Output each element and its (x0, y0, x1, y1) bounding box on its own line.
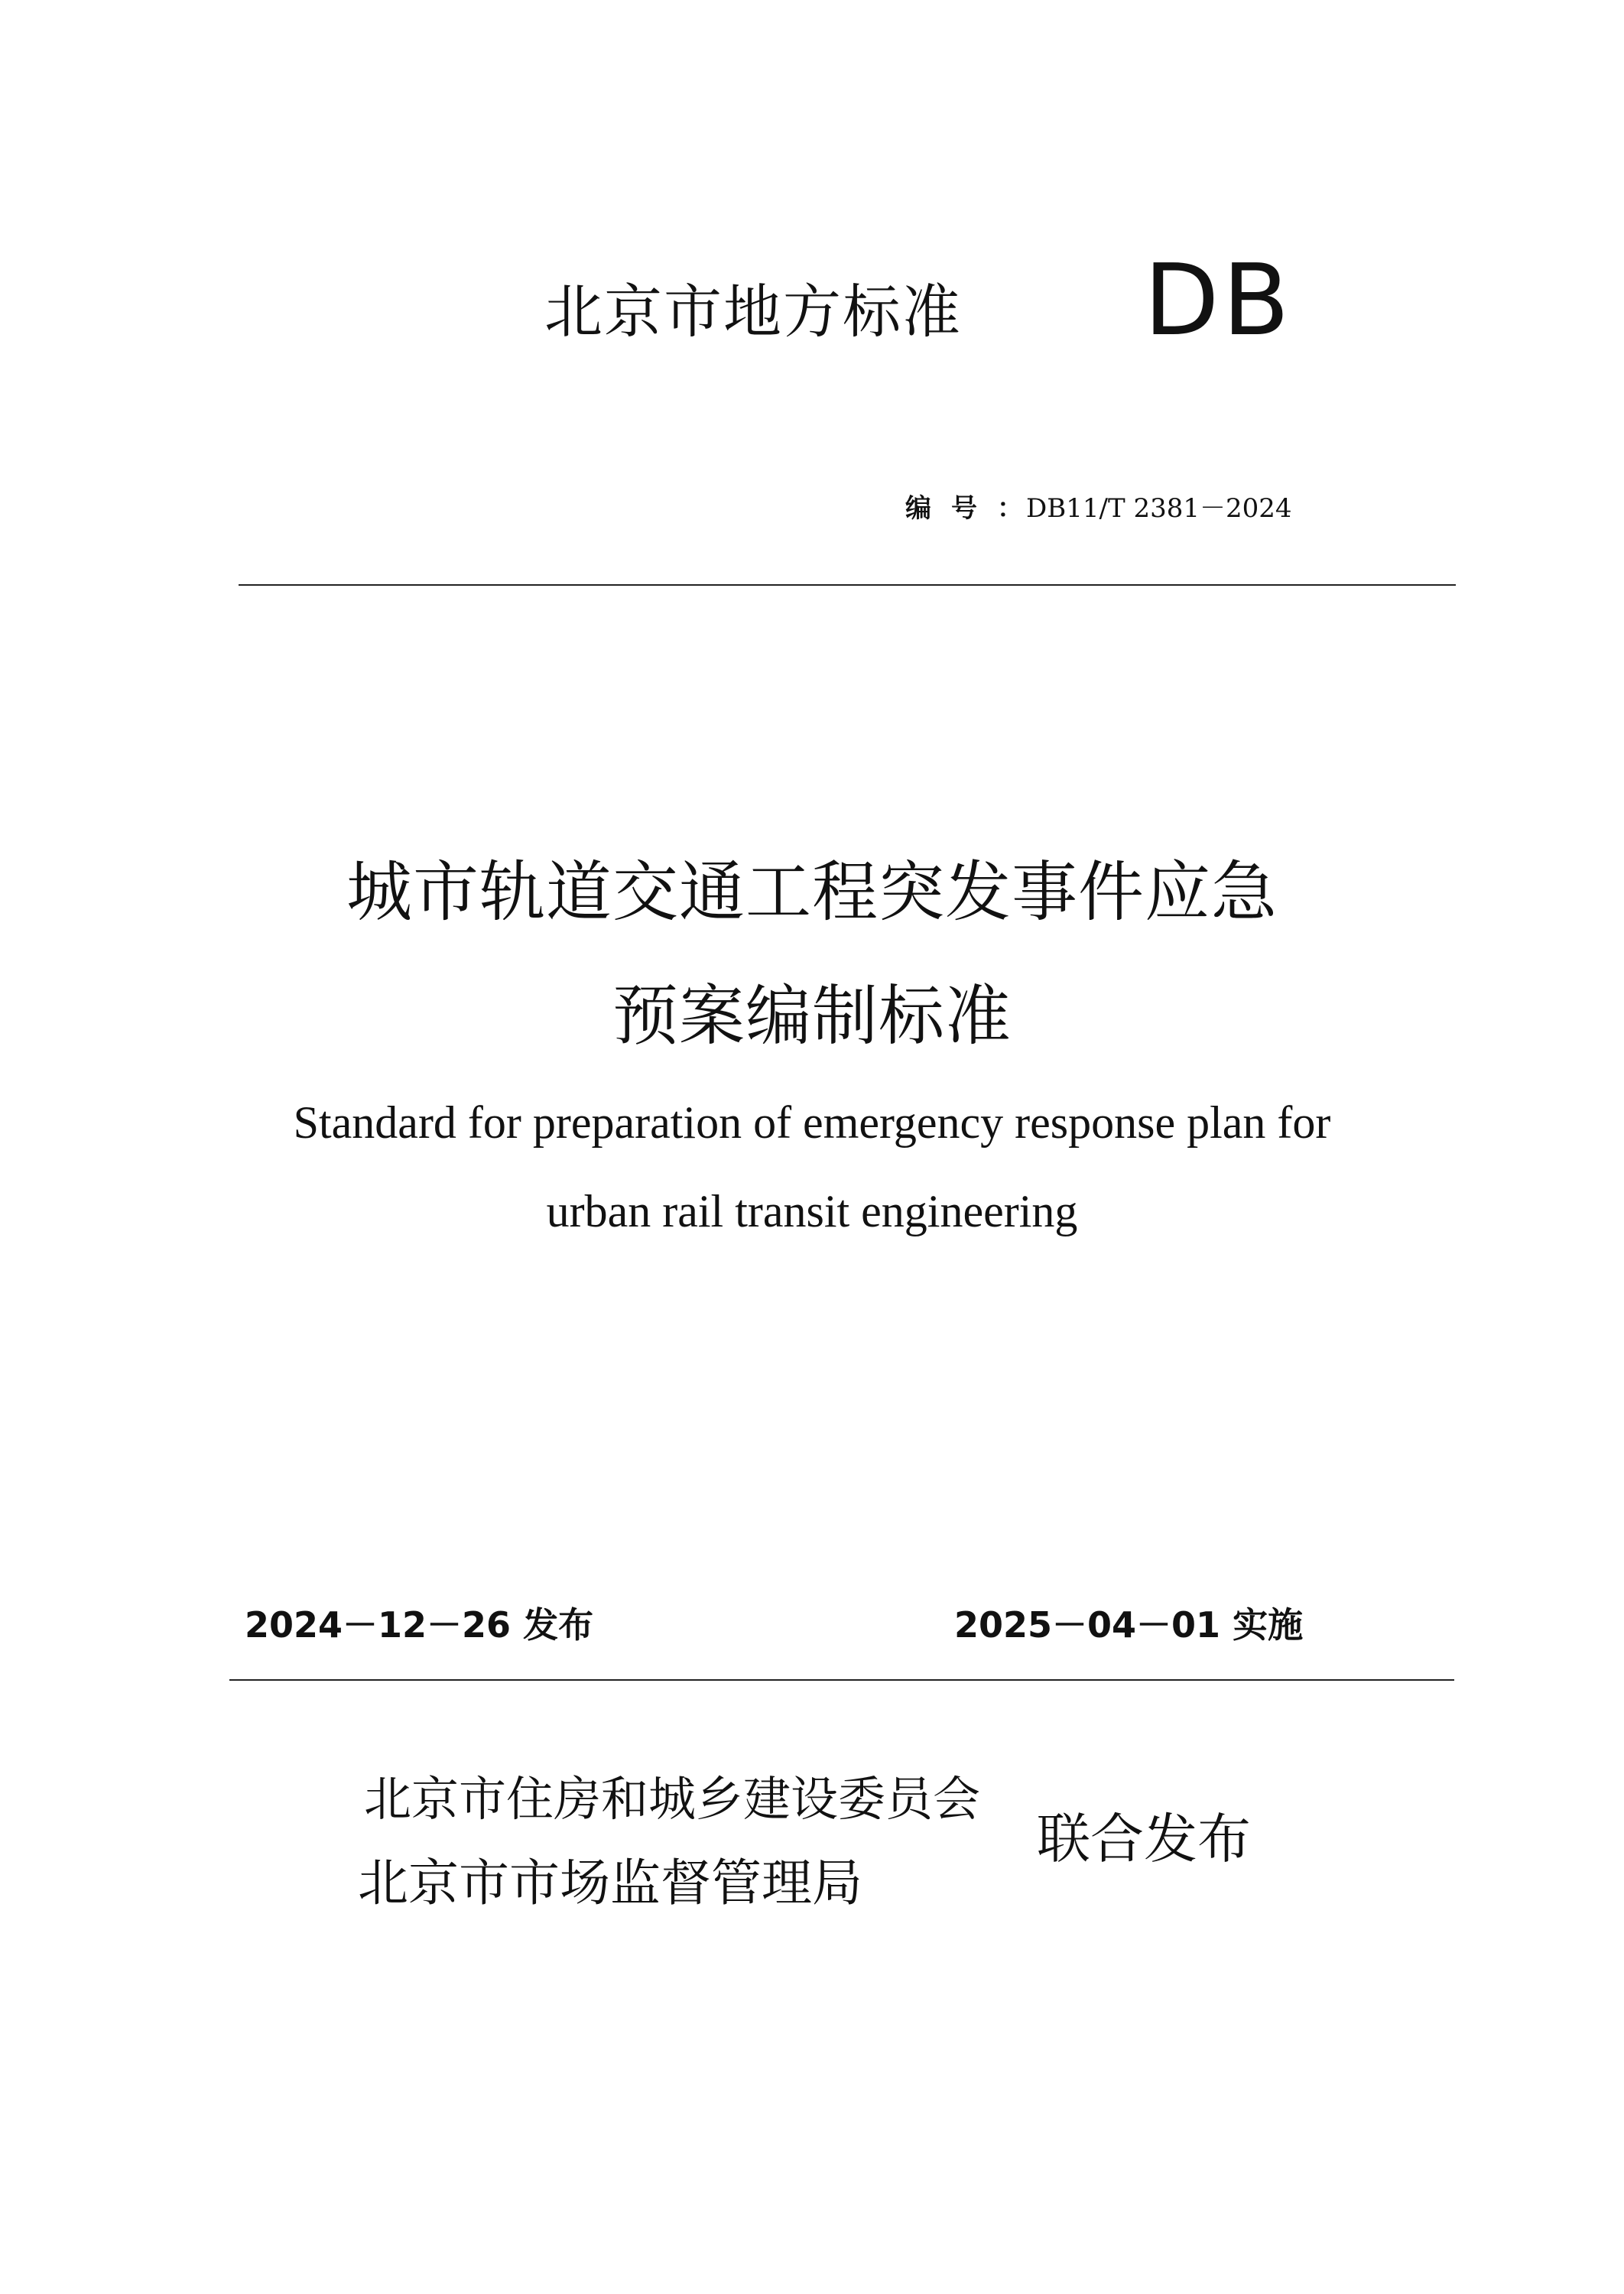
implement-date: 2025－04－01 实施 (954, 1604, 1304, 1646)
title-en-line1: Standard for preparation of emergency response plan for (293, 1097, 1331, 1148)
publish-date: 2024－12－26 发布 (245, 1604, 594, 1646)
issuer-market-regulation: 北京市市场监督管理局 (358, 1854, 862, 1912)
issuer-housing-commission: 北京市住房和城乡建设委员会 (364, 1771, 981, 1827)
standard-number-value: DB11/T 2381－2024 (1026, 493, 1292, 524)
standard-number-separator: ： (997, 493, 1023, 524)
top-divider (239, 584, 1456, 586)
title-zh-line2: 预案编制标准 (612, 978, 1012, 1054)
standard-number-label: 编号 (905, 493, 997, 524)
bottom-divider (229, 1679, 1454, 1681)
header-db-code: DB (1144, 244, 1293, 358)
standard-number-row (905, 493, 1292, 524)
title-zh-line1: 城市轨道交通工程突发事件应急 (346, 854, 1278, 931)
header-standard-type: 北京市地方标准 (544, 278, 962, 346)
title-en-line2: urban rail transit engineering (546, 1186, 1078, 1236)
joint-release-label: 联合发布 (1037, 1808, 1251, 1870)
